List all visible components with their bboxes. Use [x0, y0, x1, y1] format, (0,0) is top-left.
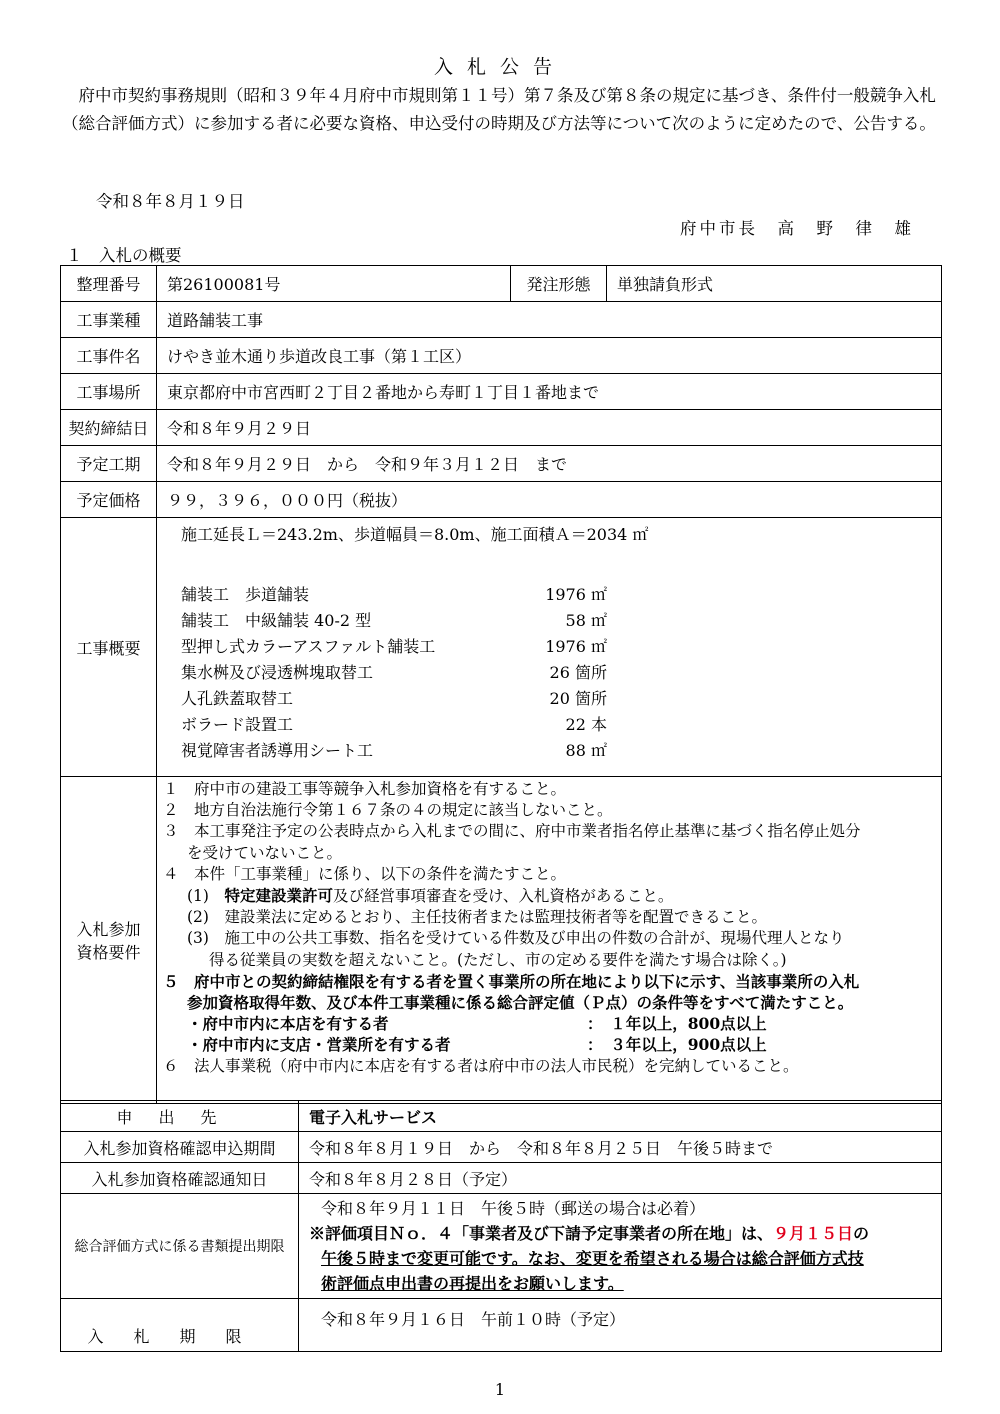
requirement: 参加資格取得年数、及び本件工事業種に係る総合評定値（Ｐ点）の条件等をすべて満たすこと。 — [187, 993, 854, 1013]
gaiyo-label: 工事概要 — [61, 518, 157, 777]
requirement: ・府中市内に本店を有する者 ： １年以上，800点以上 — [187, 1014, 767, 1034]
basho-label: 工事場所 — [61, 374, 157, 410]
section-heading: １ 入札の概要 — [66, 246, 182, 265]
basho-value: 東京都府中市宮西町２丁目２番地から寿町１丁目１番地まで — [157, 374, 942, 410]
table-row — [61, 446, 942, 482]
shorui-label: 総合評価方式に係る書類提出期限 — [61, 1194, 299, 1299]
hatchu-value: 単独請負形式 — [607, 266, 942, 302]
moushide-label: 申出先 — [61, 1101, 299, 1132]
table-row — [61, 302, 942, 338]
requirement: ５ 府中市との契約締結権限を有する者を置く事業所の所在地により以下に示す、当該事業所の入札 — [163, 971, 860, 991]
spacer — [181, 548, 933, 582]
shikaku-requirements — [157, 777, 942, 1104]
table-row — [61, 410, 942, 446]
table-row — [61, 1132, 942, 1163]
notice-date: 令和８年８月１９日 — [96, 192, 245, 211]
tsuchi-value: 令和８年８月２８日（予定） — [299, 1163, 942, 1194]
shorui-value: 令和８年９月１１日 午後５時（郵送の場合は必着） ※評価項目Ｎｏ．４「事業者及び下請予定事業者の所在地」は、９月１５日の 午後５時まで変更可能です。なお、変更を希望される場合は総合評価方式技 術評価点申出書の再提出をお願いします。 — [299, 1194, 942, 1299]
table-row — [61, 338, 942, 374]
requirement: ・府中市内に支店・営業所を有する者 ： ３年以上，900点以上 — [187, 1035, 767, 1055]
requirement: ３ 本工事発注予定の公表時点から入札までの間に、府中市業者指名停止基準に基づく指名停止処分 — [163, 822, 861, 841]
list-item: 集水桝及び浸透桝塊取替工 26 箇所 — [181, 663, 607, 682]
koki-value: 令和８年９月２９日 から 令和９年３月１２日 まで — [157, 446, 942, 482]
list-item: 型押し式カラーアスファルト舗装工 1976 ㎡ — [181, 637, 607, 656]
list-item: 舗装工 歩道舗装 1976 ㎡ — [181, 585, 607, 604]
kakaku-value: ９９，３９６，０００円（税抜） — [157, 482, 942, 518]
gyoshu-value: 道路舗装工事 — [157, 302, 942, 338]
tsuchi-label: 入札参加資格確認通知日 — [61, 1163, 299, 1194]
moushide-value: 電子入札サービス — [299, 1101, 942, 1132]
teiketsu-value: 令和８年９月２９日 — [157, 410, 942, 446]
teiketsu-label: 契約締結日 — [61, 410, 157, 446]
list-item: 舗装工 中級舗装 40-2 型 58 ㎡ — [181, 611, 607, 630]
requirement: ２ 地方自治法施行令第１６７条の４の規定に該当しないこと。 — [163, 801, 613, 820]
list-item: 人孔鉄蓋取替工 20 箇所 — [181, 689, 607, 708]
koki-label: 予定工期 — [61, 446, 157, 482]
requirement: (1) 特定建設業許可及び経営事項審査を受け、入札資格があること。 — [187, 886, 674, 906]
notice-title: 入札公告 — [433, 56, 566, 78]
kikan-label: 入札参加資格確認申込期間 — [61, 1132, 299, 1163]
list-item: 視覚障害者誘導用シート工 88 ㎡ — [181, 741, 607, 760]
table-row — [61, 266, 942, 302]
signer: 府中市長 高 野 律 雄 — [680, 219, 914, 238]
list-item: ボラード設置工 22 本 — [181, 715, 607, 734]
shikaku-label: 入札参加 資格要件 — [61, 777, 157, 1104]
table-row — [61, 1101, 942, 1132]
requirement: １ 府中市の建設工事等競争入札参加資格を有すること。 — [163, 780, 567, 798]
seiri-label: 整理番号 — [61, 266, 157, 302]
table-row — [61, 1299, 942, 1352]
requirement: (2) 建設業法に定めるとおり、主任技術者または監理技術者等を配置できること。 — [187, 908, 767, 927]
hatchu-label: 発注形態 — [511, 266, 607, 302]
kikan-value: 令和８年８月１９日 から 令和８年８月２５日 午後５時まで — [299, 1132, 942, 1163]
table-row — [61, 482, 942, 518]
gaiyo-summary: 施工延長Ｌ＝243.2m、歩道幅員＝8.0m、施工面積Ａ＝2034 ㎡ — [181, 525, 649, 544]
kigen-value: 令和８年９月１６日 午前１０時（予定） — [299, 1299, 942, 1352]
page-number: 1 — [494, 1380, 506, 1399]
table-row — [61, 374, 942, 410]
table-row — [61, 777, 942, 1104]
table-row — [61, 1163, 942, 1194]
requirement: を受けていないこと。 — [187, 843, 343, 862]
kenmei-label: 工事件名 — [61, 338, 157, 374]
requirement: ６ 法人事業税（府中市内に本店を有する者は府中市の法人市民税）を完納していること。 — [163, 1056, 799, 1075]
kenmei-value: けやき並木通り歩道改良工事（第１工区） — [157, 338, 942, 374]
schedule-table — [60, 1100, 942, 1352]
overview-table — [60, 265, 942, 1104]
gyoshu-label: 工事業種 — [61, 302, 157, 338]
deadline-date-highlight: ９月１５日 — [773, 1224, 854, 1243]
gaiyo-value — [157, 518, 942, 777]
requirement: ４ 本件「工事業種」に係り、以下の条件を満たすこと。 — [163, 864, 567, 883]
table-row — [61, 518, 942, 777]
table-row — [61, 1194, 942, 1299]
requirement: 得る従業員の実数を超えないこと。(ただし、市の定める要件を満たす場合は除く。) — [209, 950, 787, 969]
kigen-label: 入札期限 — [61, 1299, 299, 1352]
kakaku-label: 予定価格 — [61, 482, 157, 518]
requirement: (3) 施工中の公共工事数、指名を受けている件数及び申出の件数の合計が、現場代理人となり — [187, 929, 845, 948]
intro-paragraph: 府中市契約事務規則（昭和３９年４月府中市規則第１１号）第７条及び第８条の規定に基づき、条件付一般競争入札（総合評価方式）に参加する者に必要な資格、申込受付の時期及び方法等について次のように定めたので、公告する。 — [62, 86, 936, 133]
seiri-value: 第26100081号 — [157, 266, 511, 302]
